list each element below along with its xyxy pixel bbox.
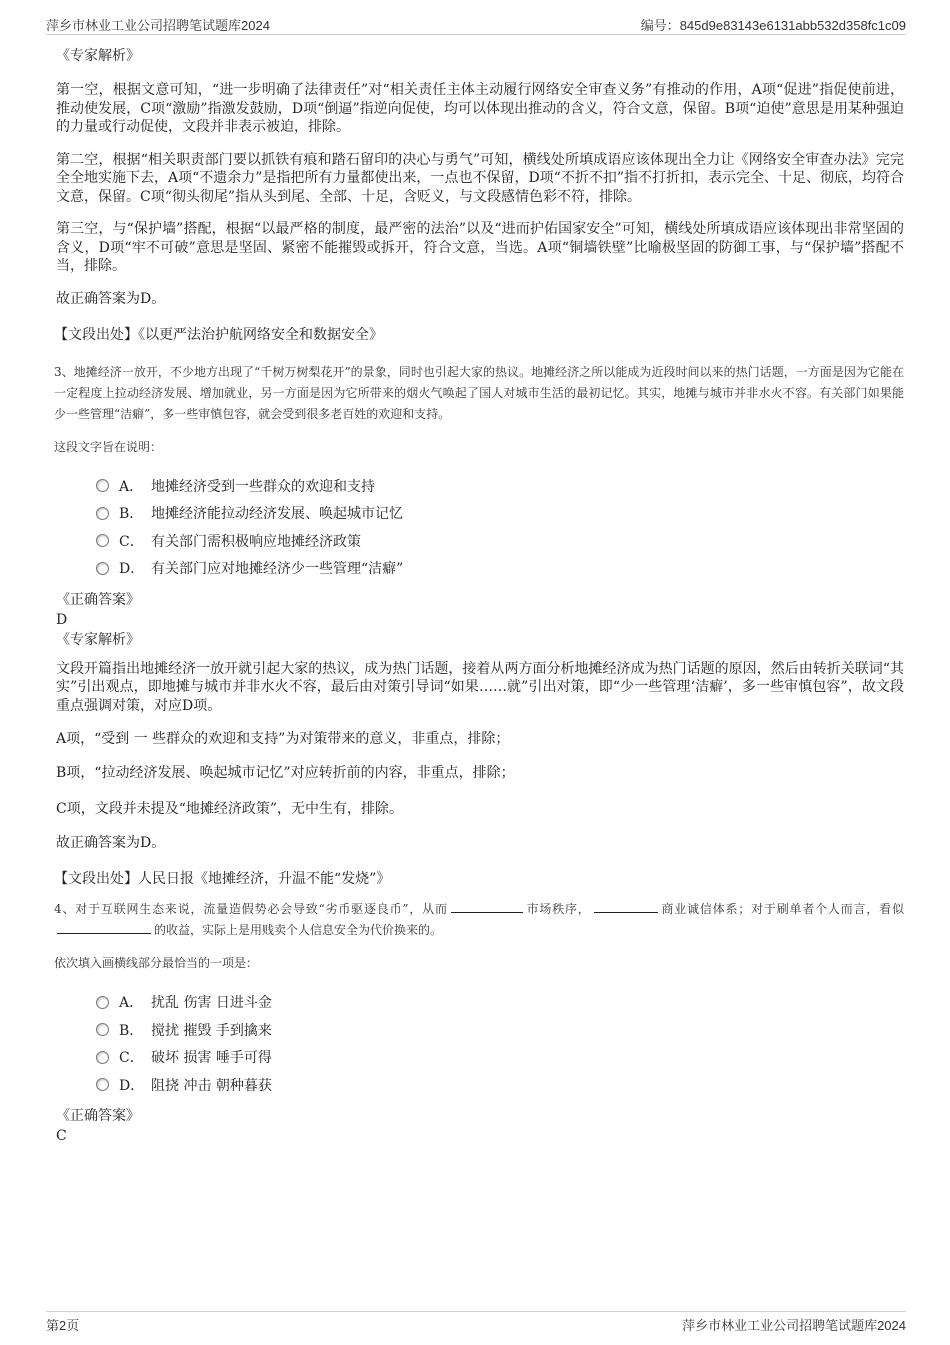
option-text: 地摊经济能拉动经济发展、唤起城市记忆 xyxy=(151,506,403,522)
analysis-paragraph: 第三空，与“保护墙”搭配，根据“以最严格的制度，最严密的法治”以及“进而护佑国家安全”可知，横线处所填成语应该体现出非常坚固的含义，D项“牢不可破”意思是坚固、紧密不能摧毁或拆开，符合文意，当选。A项“铜墙铁壁”比喻极坚固的防御工事，与“保护墙”搭配不当，排除。 xyxy=(56,221,904,274)
source-line-3: 【文段出处】人民日报《地摊经济，升温不能“发烧”》 xyxy=(54,871,391,887)
option-a[interactable]: A． 地摊经济受到一些群众的欢迎和支持 xyxy=(96,474,904,502)
option-a[interactable]: A． 扰乱 伤害 日进斗金 xyxy=(96,990,904,1018)
fill-blank[interactable] xyxy=(57,921,151,934)
radio-icon[interactable] xyxy=(96,1078,109,1091)
question-4-prompt: 依次填入画横线部分最恰当的一项是： xyxy=(54,956,259,970)
analysis-paragraph: 文段开篇指出地摊经济一放开就引起大家的热议，成为热门话题，接着从两方面分析地摊经济成为热门话题的原因，然后由转折关联词“其实”引出观点，即地摊与城市并非水火不容，最后由对策引导词“如果……就”引出对策，即“少一些管理‘洁癖’，多一些审慎包容”，故文段重点强调对策，对应D项。 xyxy=(56,660,904,714)
page-footer xyxy=(46,1311,906,1334)
question-3-options xyxy=(96,474,904,584)
question-3-prompt: 这段文字旨在说明： xyxy=(54,439,163,454)
answer-line-3: 故正确答案为D。 xyxy=(56,835,166,851)
radio-icon[interactable] xyxy=(96,562,109,575)
footer-title: 萍乡市林业工业公司招聘笔试题库2024 xyxy=(682,1318,906,1333)
fill-blank[interactable] xyxy=(594,900,658,913)
answer-line-1: 故正确答案为D。 xyxy=(56,290,166,307)
source-line-1: 【文段出处】《以更严法治护航网络安全和数据安全》 xyxy=(54,326,383,343)
answer-value-3: D xyxy=(56,611,68,628)
option-b[interactable]: B． 搅扰 摧毁 手到擒来 xyxy=(96,1018,904,1046)
question-4-options xyxy=(96,990,904,1100)
analysis-label-1: 《专家解析》 xyxy=(56,48,140,64)
page-number: 第2页 xyxy=(46,1318,80,1333)
fill-blank[interactable] xyxy=(451,900,523,913)
analysis-option-a: A项，“受到 一 些群众的欢迎和支持”为对策带来的意义，非重点，排除； xyxy=(56,731,510,747)
answer-label-4: 《正确答案》 xyxy=(56,1108,140,1124)
analysis-option-c: C项，文段并未提及“地摊经济政策”，无中生有，排除。 xyxy=(56,801,404,817)
page-content xyxy=(56,44,904,1146)
option-text: 扰乱 伤害 日进斗金 xyxy=(151,995,272,1011)
header-title: 萍乡市林业工业公司招聘笔试题库2024 xyxy=(46,18,270,33)
radio-icon[interactable] xyxy=(96,996,109,1009)
answer-value-4: C xyxy=(56,1128,67,1144)
option-text: 有关部门需积极响应地摊经济政策 xyxy=(151,533,361,550)
option-text: 搅扰 摧毁 手到擒来 xyxy=(151,1022,272,1039)
analysis-paragraph: 第一空，根据文意可知，“进一步明确了法律责任”对“相关责任主体主动履行网络安全审查义务”有推动的作用，A项“促进”指促使前进，推动使发展，C项“激励”指激发鼓励，D项“倒逼”指逆向促使，均可以体现出推动的含义，符合文意，保留。B项“迫使”意思是用某种强迫的力量或行动促使，文段并非表示被迫，排除。 xyxy=(56,82,904,135)
option-text: 破坏 损害 唾手可得 xyxy=(151,1050,272,1066)
page-header xyxy=(46,14,906,35)
option-text: 有关部门应对地摊经济少一些管理“洁癖” xyxy=(151,561,404,577)
radio-icon[interactable] xyxy=(96,534,109,547)
analysis-label-3: 《专家解析》 xyxy=(56,631,140,648)
option-text: 阻挠 冲击 朝种暮获 xyxy=(151,1077,272,1094)
question-4-stem: 4、对于互联网生态来说，流量造假势必会导致“劣币驱逐良币”，从而 市场秩序， 商业诚信体系；对于刷单者个人而言，看似的收益，实际上是用贱卖个人信息安全为代价换来的。 xyxy=(54,902,904,937)
question-3-stem: 3、地摊经济一放开，不少地方出现了“千树万树梨花开”的景象，同时也引起大家的热议。地摊经济之所以能成为近段时间以来的热门话题，一方面是因为它能在一定程度上拉动经济发展、增加就业，另一方面是因为它所带来的烟火气唤起了国人对城市生活的最初记忆。其实，地摊与城市并非水火不容。有关部门如果能少一些管理“洁癖”，多一些审慎包容，就会受到很多老百姓的欢迎和支持。 xyxy=(54,364,904,421)
radio-icon[interactable] xyxy=(96,1023,109,1036)
analysis-paragraph: 第二空，根据“相关职责部门要以抓铁有痕和踏石留印的决心与勇气”可知，横线处所填成语应该体现出全力让《网络安全审查办法》完完全全地实施下去，A项“不遗余力”是指把所有力量都使出来，一点也不保留，D项“不折不扣”指不打折扣，表示完全、十足、彻底，均符合文意，保留。C项“彻头彻尾”指从头到尾、全部、十足，含贬义，与文段感情色彩不符，排除。 xyxy=(56,151,904,205)
option-b[interactable]: B． 地摊经济能拉动经济发展、唤起城市记忆 xyxy=(96,501,904,529)
radio-icon[interactable] xyxy=(96,479,109,492)
analysis-option-b: B项，“拉动经济发展、唤起城市记忆”对应转折前的内容，非重点，排除； xyxy=(56,765,515,781)
option-text: 地摊经济受到一些群众的欢迎和支持 xyxy=(151,478,375,495)
option-c[interactable]: C． 破坏 损害 唾手可得 xyxy=(96,1045,904,1073)
radio-icon[interactable] xyxy=(96,1051,109,1064)
answer-label-3: 《正确答案》 xyxy=(56,591,140,608)
radio-icon[interactable] xyxy=(96,507,109,520)
option-d[interactable]: D． 有关部门应对地摊经济少一些管理“洁癖” xyxy=(96,556,904,584)
header-code: 编号：845d9e83143e6131abb532d358fc1c09 xyxy=(640,18,906,33)
option-d[interactable]: D． 阻挠 冲击 朝种暮获 xyxy=(96,1073,904,1101)
option-c[interactable]: C． 有关部门需积极响应地摊经济政策 xyxy=(96,529,904,557)
